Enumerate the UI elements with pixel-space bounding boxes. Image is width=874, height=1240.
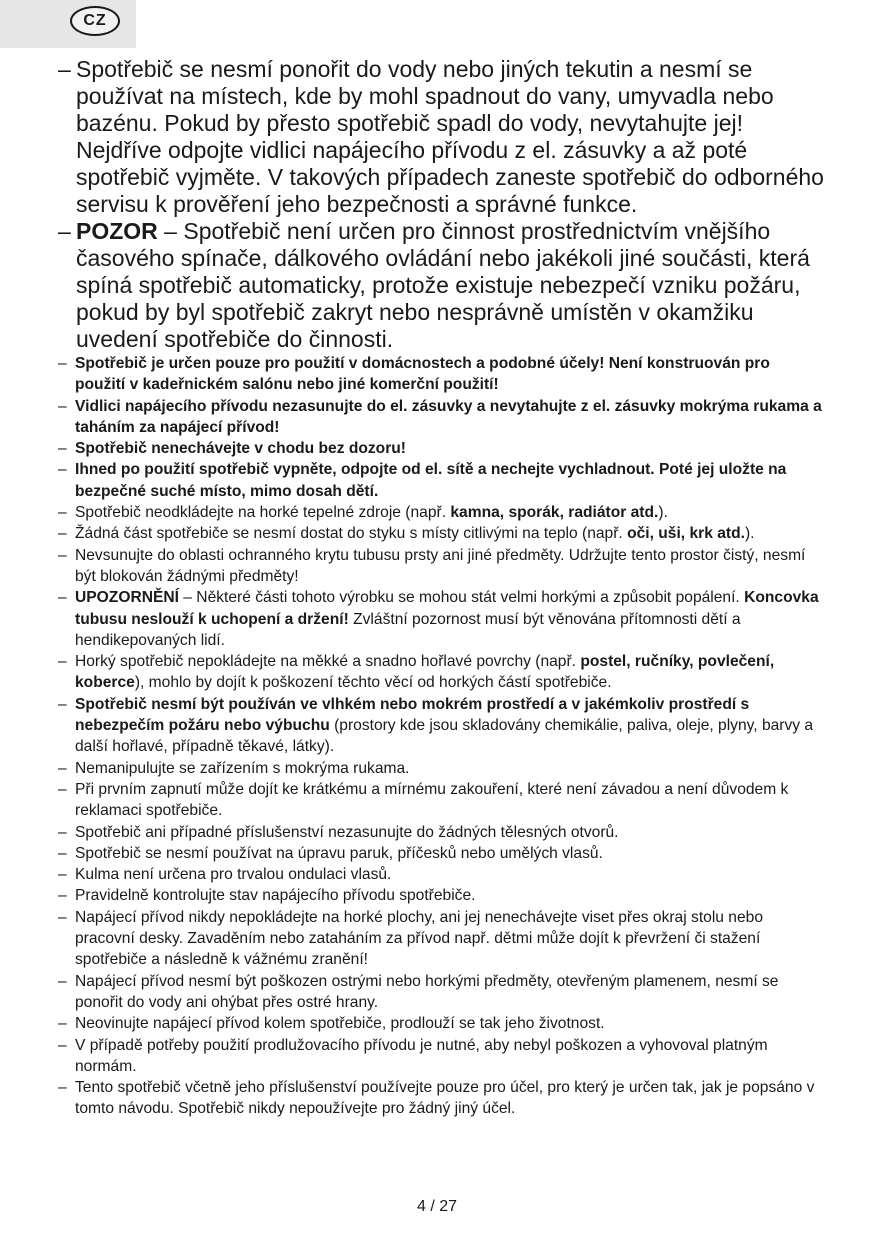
bullet-dash: –	[58, 844, 67, 862]
bullet-dash: –	[58, 695, 67, 713]
list-item-text	[75, 843, 824, 864]
list-item	[58, 587, 824, 651]
text-segment: Kulma není určena pro trvalou ondulaci vlasů.	[75, 866, 392, 884]
list-item-text	[75, 779, 824, 822]
list-item-text	[75, 822, 824, 843]
list-item-text	[75, 758, 824, 779]
list-item	[58, 885, 824, 906]
bold-text: Vidlici napájecího přívodu nezasunujte do el. zásuvky a nevytahujte z el. zásuvky mokrýma rukama a taháním za napájecí přívod!	[75, 397, 822, 436]
bullet-dash: –	[58, 972, 67, 990]
list-item	[58, 971, 824, 1014]
list-item	[58, 545, 824, 588]
text-segment: – Některé části tohoto výrobku se mohou stát velmi horkými a způsobit popálení.	[178, 589, 745, 607]
list-item-text	[75, 694, 824, 758]
list-item	[58, 651, 824, 694]
bullet-dash: –	[58, 1036, 67, 1054]
bold-text: Spotřebič je určen pouze pro použití v domácnostech a podobné účely! Není konstruován pro použití v kadeřnickém salónu nebo jiné komerční použití!	[75, 355, 770, 394]
text-segment: Napájecí přívod nikdy nepokládejte na horké plochy, ani jej nenechávejte viset přes okraj stolu nebo pracovní desky. Zavaděním nebo zataháním za přívod např. dětmi může dojít k převržení či stažení spotřebiče a následně k vážnému zranění!	[75, 908, 763, 969]
list-item	[58, 56, 824, 218]
list-item	[58, 353, 824, 396]
safety-instructions	[58, 56, 824, 1120]
text-segment: Horký spotřebič nepokládejte na měkké a snadno hořlavé povrchy (např.	[75, 653, 581, 671]
bullet-dash: –	[58, 461, 67, 479]
text-segment: Nemanipulujte se zařízením s mokrýma rukama.	[75, 759, 410, 777]
bold-text: Spotřebič nenechávejte v chodu bez dozoru!	[75, 440, 406, 458]
text-segment: Spotřebič neodkládejte na horké tepelné zdroje (např.	[75, 504, 451, 522]
bullet-dash: –	[58, 397, 67, 415]
text-segment: Zvláštní pozornost musí být věnována přítomnosti dětí a hendikepovaných lidí.	[75, 610, 741, 649]
text-segment: ), mohlo by dojít k poškození těchto věcí od horkých částí spotřebiče.	[134, 674, 612, 692]
bullet-dash: –	[58, 440, 67, 458]
bold-text: UPOZORNĚNÍ	[75, 589, 179, 607]
bullet-dash: –	[58, 887, 67, 905]
list-item	[58, 758, 824, 779]
list-item	[58, 502, 824, 523]
text-segment: V případě potřeby použití prodlužovacího přívodu je nutné, aby nebyl poškozen a vyhovoval platným normám.	[75, 1036, 768, 1075]
bold-text: kamna, sporák, radiátor atd.	[450, 504, 659, 522]
bold-text: Koncovka tubusu neslouží k uchopení a držení!	[75, 589, 819, 628]
language-badge: CZ	[70, 6, 120, 36]
list-item-text	[75, 971, 824, 1014]
list-item	[58, 694, 824, 758]
text-segment: Žádná část spotřebiče se nesmí dostat do styku s místy citlivými na teplo (např.	[75, 525, 628, 543]
list-item	[58, 218, 824, 353]
list-item	[58, 864, 824, 885]
bullet-dash: –	[58, 780, 67, 798]
list-item	[58, 822, 824, 843]
bullet-dash: –	[58, 546, 67, 564]
text-segment: Spotřebič se nesmí ponořit do vody nebo jiných tekutin a nesmí se používat na místech, kde by mohl spadnout do vany, umyvadla nebo bazénu. Pokud by přesto spotřebič spadl do vody, nevytahujte jej! Nejdříve odpojte vidlici napájecího přívodu z el. zásuvky a až poté spotřebič vyjměte. V takových případech zaneste spotřebič do odborného servisu k prověření jeho bezpečnosti a správné funkce.	[76, 56, 824, 217]
list-item-text	[75, 587, 824, 651]
bold-text: postel, ručníky, povlečení, koberce	[75, 653, 775, 692]
bold-text: Ihned po použití spotřebič vypněte, odpojte od el. sítě a nechejte vychladnout. Poté jej uložte na bezpečné suché místo, mimo dosah dětí.	[75, 461, 787, 500]
language-tab	[0, 0, 136, 48]
list-item-text	[75, 502, 824, 523]
list-item-text	[75, 1035, 824, 1078]
text-segment: Při prvním zapnutí může dojít ke krátkému a mírnému zakouření, které není závadou a není důvodem k reklamaci spotřebiče.	[75, 780, 789, 820]
bullet-dash: –	[58, 653, 67, 671]
bold-text: oči, uši, krk atd.	[627, 525, 745, 543]
list-item	[58, 1077, 824, 1120]
list-item-text	[75, 885, 824, 906]
list-item	[58, 1035, 824, 1078]
warning-list	[58, 353, 824, 1120]
text-segment: ).	[744, 525, 755, 543]
bold-text: Spotřebič nesmí být používán ve vlhkém nebo mokrém prostředí a v jakémkoliv prostředí s nebezpečím požáru nebo výbuchu	[75, 695, 750, 735]
text-segment: Neovinujte napájecí přívod kolem spotřebiče, prodlouží se tak jeho životnost.	[75, 1015, 605, 1033]
bullet-dash: –	[58, 908, 67, 926]
bold-text: POZOR	[76, 218, 158, 244]
bullet-dash: –	[58, 866, 67, 884]
text-segment: Tento spotřebič včetně jeho příslušenství používejte pouze pro účel, pro který je určen tak, jak je popsáno v tomto návodu. Spotřebič nikdy nepoužívejte pro žádný jiný účel.	[75, 1079, 815, 1118]
bullet-dash: –	[58, 589, 67, 607]
bullet-dash: –	[58, 525, 67, 543]
list-item-text	[75, 1077, 824, 1120]
text-segment: Pravidelně kontrolujte stav napájecího přívodu spotřebiče.	[75, 887, 476, 905]
list-item-text	[75, 907, 824, 971]
list-item-text	[76, 218, 824, 353]
list-item-text	[75, 438, 824, 459]
list-item-text	[75, 1013, 824, 1034]
text-segment: (prostory kde jsou skladovány chemikálie, paliva, oleje, plyny, barvy a další hořlavé, případně těkavé, látky).	[75, 717, 814, 756]
list-item	[58, 843, 824, 864]
bullet-dash: –	[58, 1079, 67, 1097]
bullet-dash: –	[58, 504, 67, 522]
text-segment: Spotřebič ani případné příslušenství nezasunujte do žádných tělesných otvorů.	[75, 823, 619, 841]
intro-warning-list	[58, 56, 824, 353]
list-item	[58, 779, 824, 822]
list-item-text	[75, 396, 824, 439]
text-segment: Spotřebič se nesmí používat na úpravu paruk, příčesků nebo umělých vlasů.	[75, 844, 603, 862]
text-segment: Napájecí přívod nesmí být poškozen ostrými nebo horkými předměty, otevřeným plamenem, nesmí se ponořit do vody ani ohýbat přes ostré hrany.	[75, 972, 779, 1011]
text-segment: – Spotřebič není určen pro činnost prostřednictvím vnějšího časového spínače, dálkového ovládání nebo jakékoli jiné součásti, která spíná spotřebič automaticky, protože existuje nebezpečí vzniku požáru, pokud by byl spotřebič zakryt nebo nesprávně umístěn v okamžiku uvedení spotřebiče do činnosti.	[76, 218, 810, 352]
list-item-text	[75, 864, 824, 885]
bullet-dash: –	[58, 355, 67, 372]
list-item	[58, 459, 824, 502]
bullet-dash: –	[58, 823, 67, 841]
list-item	[58, 523, 824, 544]
list-item-text	[75, 353, 824, 396]
list-item-text	[75, 523, 824, 544]
bullet-dash: –	[58, 759, 67, 777]
page-number: 4 / 27	[416, 1198, 458, 1215]
list-item-text	[75, 651, 824, 694]
bullet-dash: –	[58, 56, 71, 82]
bullet-dash: –	[58, 1015, 67, 1033]
list-item	[58, 1013, 824, 1034]
text-segment: Nevsunujte do oblasti ochranného krytu tubusu prsty ani jiné předměty. Udržujte tento prostor čistý, nesmí být blokován žádnými předměty!	[75, 546, 806, 585]
list-item-text	[75, 545, 824, 588]
bullet-dash: –	[58, 218, 71, 244]
list-item	[58, 907, 824, 971]
list-item	[58, 438, 824, 459]
text-segment: ).	[658, 504, 668, 522]
list-item-text	[76, 56, 824, 218]
list-item	[58, 396, 824, 439]
list-item-text	[75, 459, 824, 502]
